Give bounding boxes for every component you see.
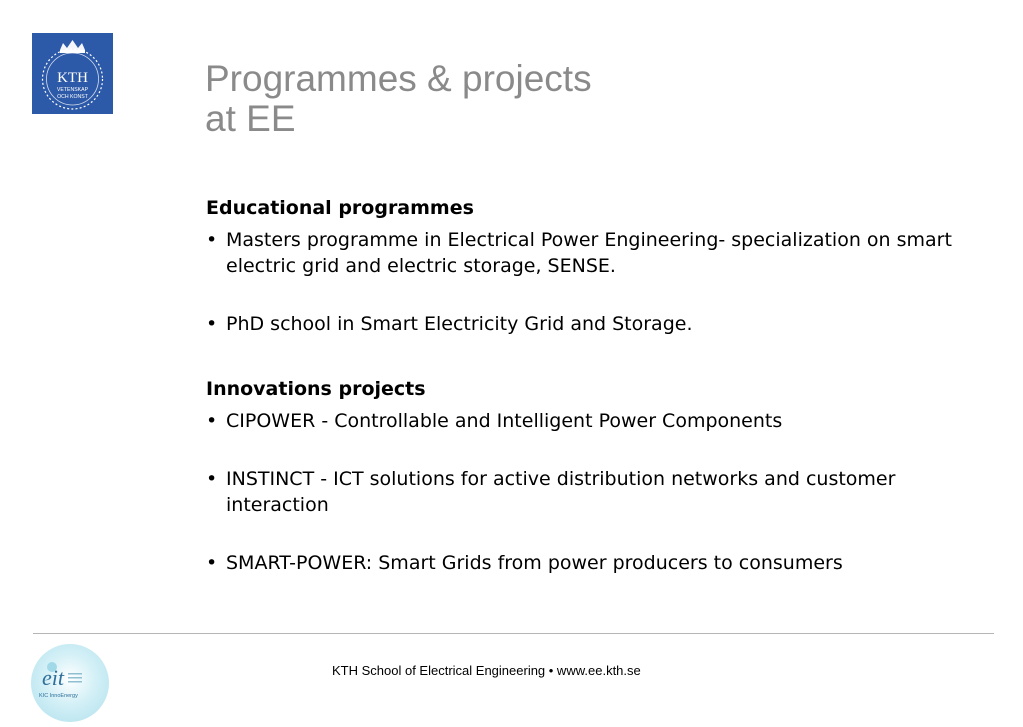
slide-title-line1: Programmes & projects bbox=[205, 58, 592, 99]
bullet-icon: • bbox=[206, 468, 218, 490]
bullet-item bbox=[206, 408, 996, 434]
bullet-text: SMART-POWER: Smart Grids from power producers to consumers bbox=[226, 552, 843, 574]
bullet-text: PhD school in Smart Electricity Grid and Storage. bbox=[226, 313, 693, 335]
kth-logo-line1: VETENSKAP bbox=[56, 87, 89, 93]
bullet-text: INSTINCT - ICT solutions for active distribution networks and customer interaction bbox=[226, 468, 896, 516]
bullet-text: Masters programme in Electrical Power Engineering- specialization on smart electric grid and electric storage, SENSE. bbox=[226, 229, 952, 277]
kth-logo-wordmark: KTH bbox=[57, 70, 88, 86]
bullet-icon: • bbox=[206, 552, 218, 574]
bullet-icon: • bbox=[206, 313, 218, 335]
educational-bullet-list bbox=[206, 227, 996, 337]
bullet-text: CIPOWER - Controllable and Intelligent Power Components bbox=[226, 410, 783, 432]
bullet-item bbox=[206, 550, 996, 576]
footer-divider bbox=[33, 633, 994, 634]
footer-text: KTH School of Electrical Engineering • www.ee.kth.se bbox=[332, 663, 641, 678]
slide-title bbox=[205, 59, 592, 139]
bullet-item bbox=[206, 311, 996, 337]
bullet-icon: • bbox=[206, 229, 218, 251]
bullet-item bbox=[206, 227, 996, 279]
kth-logo bbox=[32, 33, 113, 114]
slide-content bbox=[206, 196, 996, 576]
slide-title-line2: at EE bbox=[205, 98, 296, 139]
eit-logo bbox=[30, 643, 110, 723]
section-heading-innovations: Innovations projects bbox=[206, 378, 426, 400]
kth-logo-graphic bbox=[32, 33, 113, 114]
bullet-item bbox=[206, 466, 996, 518]
kth-logo-line2: OCH KONST bbox=[57, 94, 88, 100]
innovations-bullet-list bbox=[206, 408, 996, 576]
bullet-icon: • bbox=[206, 410, 218, 432]
eit-logo-graphic bbox=[30, 643, 110, 723]
section-heading-educational: Educational programmes bbox=[206, 197, 474, 219]
eit-logo-wordmark: eit bbox=[42, 665, 64, 690]
eit-logo-subtitle: KIC InnoEnergy bbox=[39, 693, 78, 699]
